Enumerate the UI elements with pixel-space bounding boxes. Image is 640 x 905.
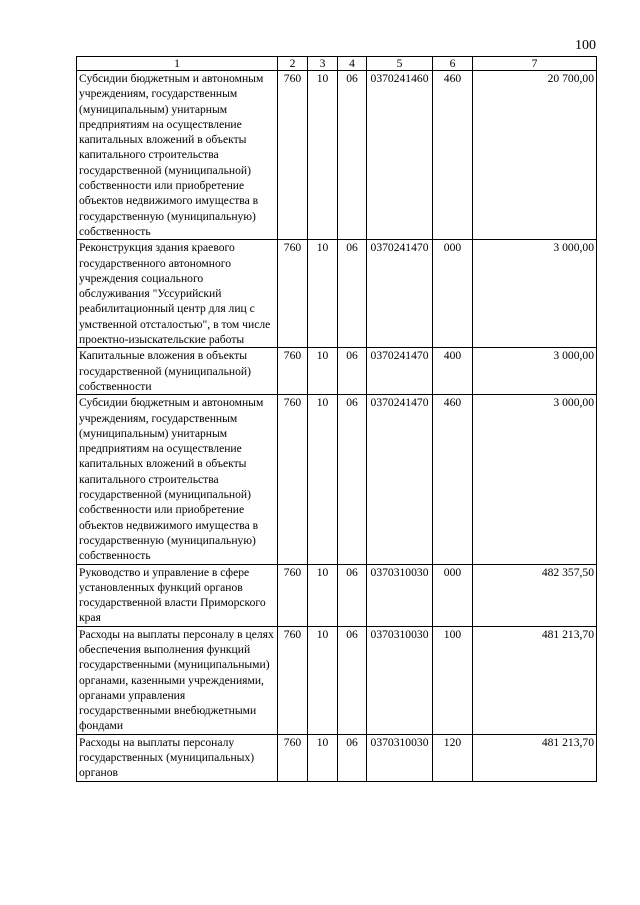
target-article-code: 0370310030 [367,626,433,734]
expense-type-code: 000 [433,240,473,348]
target-article-code: 0370241470 [367,395,433,564]
row-name: Капитальные вложения в объекты государственной (муниципальной) собственности [77,348,278,395]
section-code: 10 [308,734,338,781]
subsection-code: 06 [338,71,367,240]
section-code: 10 [308,240,338,348]
ministry-code: 760 [278,240,308,348]
subsection-code: 06 [338,395,367,564]
target-article-code: 0370241460 [367,71,433,240]
ministry-code: 760 [278,348,308,395]
amount-cell: 3 000,00 [473,348,597,395]
row-name: Субсидии бюджетным и автономным учреждениям, государственным (муниципальным) унитарным предприятиям на осуществление капитальных вложений в объекты капитального строительства государственной (муниципальной) собственности или приобретение объектов недвижимого имущества в государственную (муниципальную) собственность [77,395,278,564]
target-article-code: 0370310030 [367,564,433,626]
column-header-1: 1 [77,57,278,71]
table-row [77,348,597,395]
page-number: 100 [575,38,596,53]
table-row [77,71,597,240]
expense-type-code: 400 [433,348,473,395]
column-header-4: 4 [338,57,367,71]
subsection-code: 06 [338,734,367,781]
subsection-code: 06 [338,240,367,348]
expense-type-code: 000 [433,564,473,626]
budget-table [76,56,597,782]
row-name: Субсидии бюджетным и автономным учреждениям, государственным (муниципальным) унитарным предприятиям на осуществление капитальных вложений в объекты капитального строительства государственной (муниципальной) собственности или приобретение объектов недвижимого имущества в государственную (муниципальную) собственность [77,71,278,240]
row-name: Руководство и управление в сфере установленных функций органов государственной власти Приморского края [77,564,278,626]
column-header-5: 5 [367,57,433,71]
expense-type-code: 460 [433,395,473,564]
section-code: 10 [308,395,338,564]
expense-type-code: 460 [433,71,473,240]
column-header-7: 7 [473,57,597,71]
table-row [77,240,597,348]
table-row [77,734,597,781]
ministry-code: 760 [278,626,308,734]
expense-type-code: 100 [433,626,473,734]
amount-cell: 481 213,70 [473,626,597,734]
amount-cell: 482 357,50 [473,564,597,626]
column-header-row [77,57,597,71]
row-name: Реконструкция здания краевого государственного автономного учреждения социального обслуживания "Уссурийский реабилитационный центр для лиц с умственной отсталостью", в том числе проектно-изыскательские работы [77,240,278,348]
target-article-code: 0370241470 [367,240,433,348]
table-row [77,564,597,626]
expense-type-code: 120 [433,734,473,781]
column-header-2: 2 [278,57,308,71]
amount-cell: 3 000,00 [473,395,597,564]
subsection-code: 06 [338,626,367,734]
target-article-code: 0370310030 [367,734,433,781]
row-name: Расходы на выплаты персоналу в целях обеспечения выполнения функций государственными (муниципальными) органами, казенными учреждениями, органами управления государственными внебюджетными фондами [77,626,278,734]
ministry-code: 760 [278,395,308,564]
amount-cell: 481 213,70 [473,734,597,781]
table-row [77,626,597,734]
subsection-code: 06 [338,348,367,395]
ministry-code: 760 [278,71,308,240]
column-header-6: 6 [433,57,473,71]
amount-cell: 3 000,00 [473,240,597,348]
ministry-code: 760 [278,564,308,626]
section-code: 10 [308,626,338,734]
subsection-code: 06 [338,564,367,626]
section-code: 10 [308,564,338,626]
section-code: 10 [308,71,338,240]
row-name: Расходы на выплаты персоналу государственных (муниципальных) органов [77,734,278,781]
amount-cell: 20 700,00 [473,71,597,240]
table-row [77,395,597,564]
section-code: 10 [308,348,338,395]
column-header-3: 3 [308,57,338,71]
ministry-code: 760 [278,734,308,781]
target-article-code: 0370241470 [367,348,433,395]
